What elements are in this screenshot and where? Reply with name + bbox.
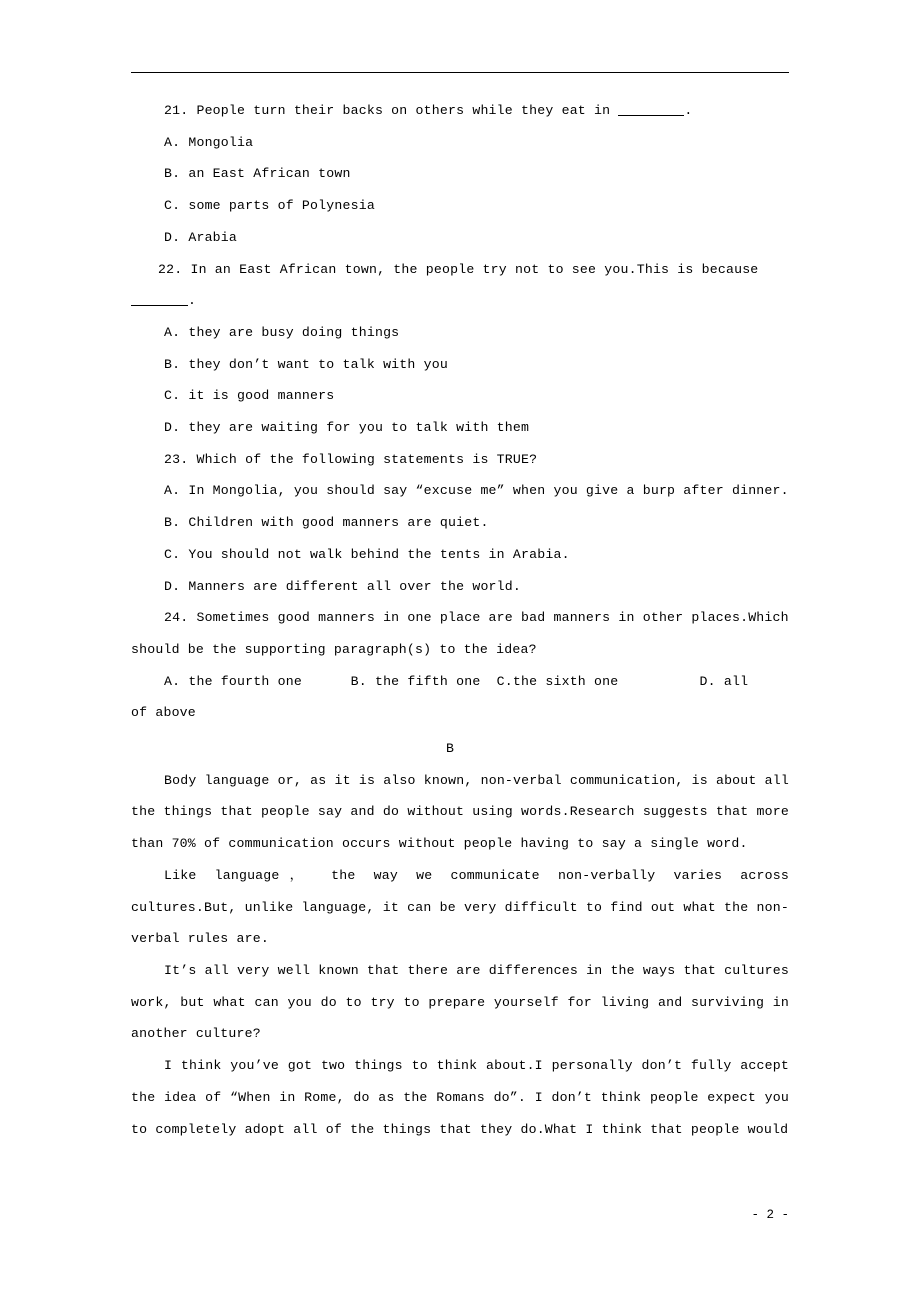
question-24-choices: A. the fourth one B. the fifth one C.the sixth one D. all bbox=[164, 673, 749, 689]
question-24-choices-cont: of above bbox=[131, 705, 196, 721]
question-21-option-a: A. Mongolia bbox=[164, 134, 254, 150]
question-21-option-d: D. Arabia bbox=[164, 229, 238, 245]
passage-paragraph-2: Like language， the way we communicate non-verbally varies across cultures.But, unlike language, it can be very difficult to find out what the non-verbal rules are. bbox=[131, 867, 789, 947]
question-24-stem-line1: 24. Sometimes good manners in one place are bad manners in other places.Which bbox=[164, 610, 789, 626]
answer-blank bbox=[131, 292, 188, 306]
question-22-stem-line1: 22. In an East African town, the people try not to see you.This is because bbox=[158, 261, 759, 277]
question-23-option-d: D. Manners are different all over the world. bbox=[164, 578, 522, 594]
passage-paragraph-1: Body language or, as it is also known, non-verbal communication, is about all the things that people say and do without using words.Research suggests that more than 70% of communication occurs without people having to say a single word. bbox=[131, 772, 789, 852]
page-number: - 2 - bbox=[751, 1208, 789, 1222]
question-21-option-b: B. an East African town bbox=[164, 166, 351, 182]
question-24-stem-line2: should be the supporting paragraph(s) to the idea? bbox=[131, 641, 537, 657]
question-22-option-d: D. they are waiting for you to talk with them bbox=[164, 420, 530, 436]
question-21-stem bbox=[131, 95, 789, 127]
question-22-option-c: C. it is good manners bbox=[164, 388, 335, 404]
question-21-stem-suffix: . bbox=[684, 103, 693, 118]
question-21-option-c: C. some parts of Polynesia bbox=[164, 198, 375, 214]
section-label-b: B bbox=[446, 741, 454, 757]
page-content bbox=[131, 72, 789, 1145]
header-rule bbox=[131, 72, 789, 73]
question-23-option-c: C. You should not walk behind the tents in Arabia. bbox=[164, 546, 570, 562]
question-23-option-a: A. In Mongolia, you should say “excuse me” when you give a burp after dinner. bbox=[164, 483, 789, 499]
passage-paragraph-4: I think you’ve got two things to think about.I personally don’t fully accept the idea of “When in Rome, do as the Romans do”. I don’t think people expect you to completely adopt all of the things that they do.What I think that people would bbox=[131, 1058, 789, 1137]
question-22-option-a: A. they are busy doing things bbox=[164, 324, 400, 340]
passage-paragraph-3: It’s all very well known that there are differences in the ways that cultures work, but what can you do to try to prepare yourself for living and surviving in another culture? bbox=[131, 962, 789, 1042]
question-22-option-b: B. they don’t want to talk with you bbox=[164, 356, 448, 372]
question-23-option-b: B. Children with good manners are quiet. bbox=[164, 515, 489, 531]
question-23-stem: 23. Which of the following statements is TRUE? bbox=[164, 451, 538, 467]
question-22-stem-line2 bbox=[131, 285, 789, 317]
question-21-stem-text: 21. People turn their backs on others while they eat in bbox=[164, 103, 619, 118]
question-22-stem-line2-suffix: . bbox=[188, 293, 197, 309]
answer-blank bbox=[618, 102, 684, 116]
